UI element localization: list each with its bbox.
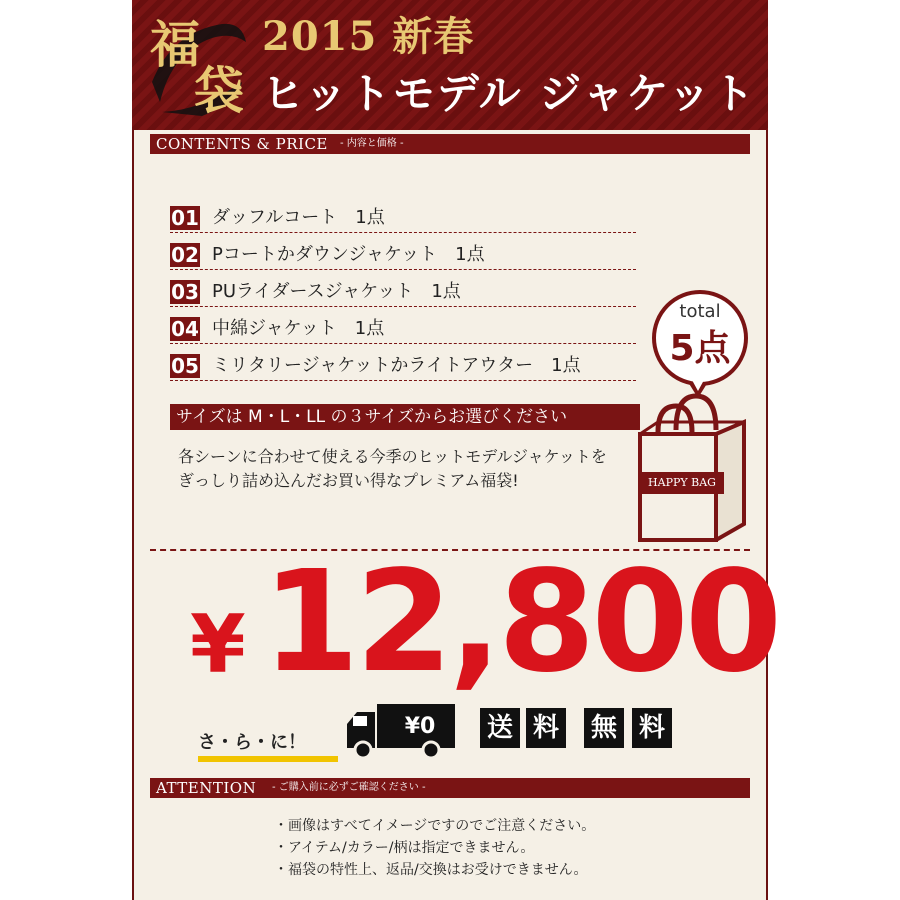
happy-bag-label: HAPPY BAG	[640, 472, 724, 494]
total-bubble	[652, 290, 748, 386]
contents-heading-en: CONTENTS & PRICE	[156, 135, 328, 153]
list-item	[170, 239, 636, 270]
header-year: 2015 新春	[262, 13, 475, 60]
size-note-text: サイズは M・L・LL の３サイズからお選びください	[176, 407, 568, 427]
shipping-price: ¥0	[404, 714, 436, 739]
attention-section-bar	[150, 778, 750, 798]
total-label: total	[679, 301, 721, 322]
price-amount: 12,800	[262, 541, 779, 704]
header-title: ヒットモデル ジャケット	[262, 69, 757, 118]
bubble-tail-inner	[692, 380, 704, 391]
item-number: 05	[171, 354, 199, 378]
free-shipping-char: 送	[480, 708, 520, 748]
description-line: ぎっしり詰め込んだお買い得なプレミアム福袋!	[178, 471, 519, 490]
list-item	[170, 202, 636, 233]
sarani-underline	[198, 756, 338, 762]
item-text: ミリタリージャケットかライトアウター 1点	[212, 355, 581, 376]
free-shipping-char: 料	[526, 708, 566, 748]
size-note-bar	[170, 404, 640, 430]
badge-char-fuku: 福	[150, 15, 200, 74]
free-shipping-char: 無	[584, 708, 624, 748]
shopping-bag-icon	[628, 392, 752, 542]
attention-note: ・福袋の特性上、返品/交換はお受けできません。	[274, 862, 588, 878]
list-item	[170, 350, 636, 381]
contents-section-bar	[150, 134, 750, 154]
item-text: PUライダースジャケット 1点	[212, 281, 461, 302]
item-text: 中綿ジャケット 1点	[212, 318, 385, 339]
total-value: 5点	[669, 328, 731, 369]
item-text: ダッフルコート 1点	[212, 207, 385, 228]
sarani-text: さ・ら・に！	[198, 732, 306, 753]
free-shipping-char: 料	[632, 708, 672, 748]
currency-symbol: ¥	[190, 598, 246, 691]
attention-note: ・画像はすべてイメージですのでご注意ください。	[274, 818, 596, 834]
list-item	[170, 313, 636, 344]
attention-note: ・アイテム/カラー/柄は指定できません。	[274, 840, 535, 856]
attention-heading-en: ATTENTION	[156, 779, 257, 797]
description-line: 各シーンに合わせて使える今季のヒットモデルジャケットを	[178, 447, 607, 466]
contents-heading-ja: - 内容と価格 -	[340, 138, 404, 149]
item-number: 02	[171, 243, 199, 267]
item-number: 04	[171, 317, 199, 341]
list-item	[170, 276, 636, 307]
item-number: 03	[171, 280, 199, 304]
item-text: Pコートかダウンジャケット 1点	[212, 244, 485, 265]
item-number: 01	[171, 206, 199, 230]
badge-char-bukuro: 袋	[194, 61, 244, 120]
attention-heading-ja: - ご購入前に必ずご確認ください -	[272, 782, 426, 793]
